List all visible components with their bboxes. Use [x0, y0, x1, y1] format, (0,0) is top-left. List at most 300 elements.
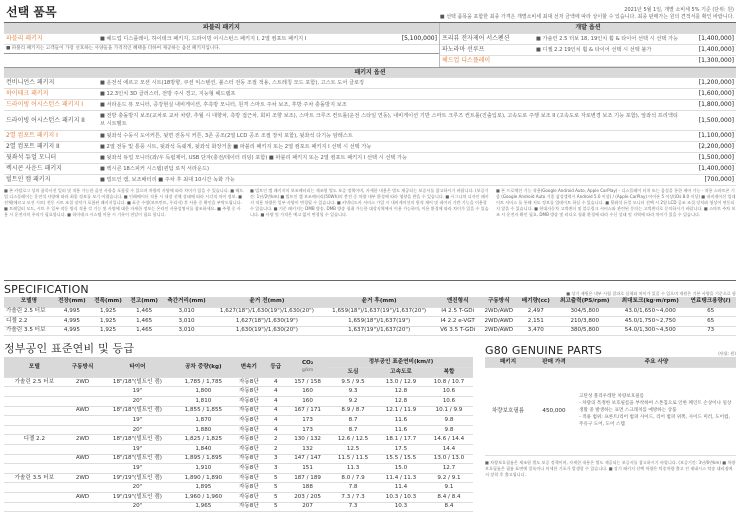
option-price: [1,600,000]	[698, 90, 734, 98]
fe-cell: 2	[265, 435, 286, 445]
fe-cell	[4, 406, 65, 416]
gen-header-row	[485, 357, 736, 367]
package-row	[4, 34, 439, 45]
option-price: [1,200,000]	[698, 79, 734, 87]
fe-cell: 207	[286, 502, 329, 512]
dev-option-name: 프리뷰 전자제어 서스펜션	[441, 35, 510, 43]
spec-cell: 3,010	[162, 326, 211, 336]
dev-option-list	[440, 34, 736, 67]
fe-cell: 1,910	[174, 464, 232, 474]
spec-cell: 43.0/1,650~4,000	[615, 307, 685, 317]
fe-cell: 10.8 / 10.7	[425, 377, 473, 387]
fe-row	[4, 492, 473, 502]
spec-cell: 1,465	[126, 317, 162, 327]
fe-cell: 15.5 / 15.5	[377, 454, 425, 464]
fe-cell	[4, 444, 65, 454]
fe-cell: 12.1 / 11.9	[377, 406, 425, 416]
fe-cell: 3	[265, 454, 286, 464]
fe-row	[4, 483, 473, 493]
option-desc: ■ 뒷좌석 수동식 도어커튼, 뒷면 전동식 커튼, 3존 공조(2열 LCD 공조 조절 장치 포함), 뒷좌석 다기능 암레스트	[100, 132, 353, 139]
spec-col-header: 엔진형식	[435, 297, 480, 307]
option-name: 뒷좌석 듀얼 모니터	[6, 154, 57, 162]
fe-cell: 14.4	[425, 444, 473, 454]
fe-cell: 19"	[100, 387, 174, 397]
fe-col-drive: 구동방식	[65, 357, 101, 377]
fe-cell: 187 / 189	[286, 473, 329, 483]
spec-col-header: 윤거 후(mm)	[323, 297, 435, 307]
fe-cell: 4	[265, 406, 286, 416]
fe-cell: 7.3 / 7.3	[329, 492, 377, 502]
spec-cell: 2,151	[517, 317, 554, 327]
fe-cell: 2WD	[65, 377, 101, 387]
fe-row	[4, 406, 473, 416]
gen-col-package: 패키지	[485, 357, 531, 367]
spec-col-header: 모델명	[4, 297, 54, 307]
fe-cell: 12.7	[425, 464, 473, 474]
fe-cell: 15.0	[377, 464, 425, 474]
fe-cell	[65, 396, 101, 406]
fe-cell: 2WD	[65, 473, 101, 483]
fe-row	[4, 425, 473, 435]
option-price: [1,500,000]	[698, 116, 734, 124]
fe-cell: 10.6	[425, 396, 473, 406]
fe-cell: 20"	[100, 396, 174, 406]
fe-col-city: 도심	[329, 367, 377, 377]
fe-cell: 1,870	[174, 416, 232, 426]
fe-cell: 19"	[100, 464, 174, 474]
fe-cell: 18"/18"(빌트인 캠)	[100, 435, 174, 445]
spec-cell: 가솔린 2.5 터보	[4, 307, 54, 317]
fe-cell: 132	[286, 444, 329, 454]
option-name: 컨비니언스 패키지	[6, 79, 55, 87]
option-desc: ■ 빌트인 캠, 보조배터리 ■ 주차 후 최대 10시간 녹화 가능	[100, 176, 235, 183]
fe-cell: 1,800	[174, 387, 232, 397]
package-option-row	[4, 131, 736, 142]
dev-option-price: [1,300,000]	[698, 57, 734, 65]
gen-col-price: 판매 가격	[531, 357, 577, 367]
spec-col-header: 구동방식	[480, 297, 517, 307]
spec-cell: 73	[685, 326, 736, 336]
fe-col-combined: 복합	[425, 367, 473, 377]
spec-cell: 3,010	[162, 307, 211, 317]
fe-cell: AWD	[65, 492, 101, 502]
fe-cell: 4	[265, 416, 286, 426]
fe-cell: 17.5	[377, 444, 425, 454]
fe-row	[4, 435, 473, 445]
fe-cell: 20"	[100, 425, 174, 435]
fe-cell	[65, 416, 101, 426]
spec-table	[4, 297, 736, 336]
fe-col-tire: 타이어	[100, 357, 174, 377]
header-note	[440, 7, 734, 21]
fe-cell: 151	[286, 464, 329, 474]
package-option-row	[4, 111, 736, 131]
spec-cell: 1,637(19")/1,637(20")	[323, 326, 435, 336]
fe-cell: 13.0 / 12.9	[377, 377, 425, 387]
dev-option-price: [1,400,000]	[698, 35, 734, 43]
fe-cell: 자동8단	[232, 406, 265, 416]
fe-cell: 173	[286, 425, 329, 435]
fe-cell: 7.3	[329, 502, 377, 512]
fe-cell: 가솔린 3.5 터보	[4, 473, 65, 483]
fe-cell: 18"/18"(빌트인 캠)	[100, 377, 174, 387]
fe-cell: AWD	[65, 454, 101, 464]
fe-cell: 2	[265, 444, 286, 454]
footnotes	[4, 186, 736, 281]
fe-cell: 167 / 171	[286, 406, 329, 416]
spec-col-header: 최대토크(kg·m/rpm)	[615, 297, 685, 307]
spec-cell: 2,497	[517, 307, 554, 317]
dev-option-section	[440, 23, 736, 67]
fe-row	[4, 464, 473, 474]
spec-note: ■ 상기 제원은 내부 시험 결과로 실제와 차이가 있을 수 있으며 제원은 기본 사양을 기준으로 함	[566, 291, 736, 297]
fe-cell: 160	[286, 387, 329, 397]
option-price: [1,100,000]	[698, 132, 734, 140]
fe-header-row	[4, 357, 473, 367]
spec-header-row	[4, 297, 736, 307]
gen-col-spec: 주요 사양	[577, 357, 736, 367]
spec-cell: 가솔린 3.5 터보	[4, 326, 54, 336]
spec-cell: 380/5,800	[554, 326, 615, 336]
spec-row	[4, 326, 736, 336]
spec-cell: 304/5,800	[554, 307, 615, 317]
fe-cell: 1,890 / 1,890	[174, 473, 232, 483]
fe-cell: 5	[265, 483, 286, 493]
spec-cell: 3,010	[162, 317, 211, 327]
fe-row	[4, 416, 473, 426]
fe-cell: 18"/18"(빌트인 캠)	[100, 406, 174, 416]
package-option-row	[4, 89, 736, 100]
fe-cell	[4, 387, 65, 397]
spec-cell: 1,465	[126, 326, 162, 336]
option-name: 2열 컴포트 패키지 II	[6, 143, 60, 151]
page-title: 선택 품목	[6, 5, 57, 19]
spec-cell: 4,995	[54, 307, 90, 317]
fe-cell: 11.4 / 11.3	[377, 473, 425, 483]
spec-cell: 65	[685, 317, 736, 327]
fe-cell: 19"	[100, 416, 174, 426]
fe-cell: 자동8단	[232, 377, 265, 387]
fe-cell: 8.9 / 8.7	[329, 406, 377, 416]
fe-cell: 자동8단	[232, 492, 265, 502]
spec-cell: 1,659(18")/1,637(19")	[323, 317, 435, 327]
gen-name: 차량보호필름	[485, 367, 531, 455]
option-name: 드라이빙 어시스턴스 패키지 II	[6, 116, 85, 124]
spec-row	[4, 317, 736, 327]
fe-row	[4, 473, 473, 483]
spec-col-header: 연료탱크용량(ℓ)	[685, 297, 736, 307]
spec-cell: 디젤 2.2	[4, 317, 54, 327]
fe-cell: 188	[286, 483, 329, 493]
spec-cell: 1,627(18")/1,630(19")/1,630(20")	[211, 307, 323, 317]
fuel-economy-title: 정부공인 표준연비 및 등급	[4, 342, 135, 356]
fe-cell: 자동8단	[232, 454, 265, 464]
fe-cell: 자동8단	[232, 444, 265, 454]
spec-col-header: 전장(mm)	[54, 297, 90, 307]
gen-unit: (단위: 원)	[718, 351, 736, 357]
option-name: 하이테크 패키지	[6, 90, 49, 98]
option-name: 빌트인 캠 패키지	[6, 176, 51, 184]
dev-option-price: [1,400,000]	[698, 46, 734, 54]
spec-cell: 1,925	[90, 317, 126, 327]
fe-cell: 자동8단	[232, 425, 265, 435]
fe-cell: 10.1 / 9.9	[425, 406, 473, 416]
fe-col-efficiency: 정부공인 표준연비(km/ℓ)	[329, 357, 473, 367]
option-name: 드라이빙 어시스턴스 패키지 I	[6, 101, 84, 109]
fe-cell: 5	[265, 473, 286, 483]
spec-cell: 2WD/AWD	[480, 307, 517, 317]
fe-col-transmission: 변속기	[232, 357, 265, 377]
fe-cell: 4	[265, 377, 286, 387]
fe-cell: 1,825 / 1,825	[174, 435, 232, 445]
fe-cell: 3	[265, 464, 286, 474]
fe-cell: 173	[286, 416, 329, 426]
fe-cell	[65, 483, 101, 493]
co2-unit: g/km	[302, 368, 314, 374]
option-price: [2,200,000]	[698, 143, 734, 151]
fe-cell	[65, 464, 101, 474]
fe-cell: 8.0 / 7.9	[329, 473, 377, 483]
spec-cell: 3,470	[517, 326, 554, 336]
footnote-column: ■ 폰 프로젝션 기능 적용(Google Android Auto, Apple CarPlay) - 디스플레이 터치 또는 음성을 통한 제어 가능 - 적용 스마트폰 기종 (Google Android Auto 기종 삼성갤럭시 Android 5.0 이상) / (Apple CarPlay) 아이폰 5 이상(iOs 8.0 이상) ■ 내비게이션 업데이트 서비스 를 통해 지도 정보를 업데이트 하실 수 있습니다. ■ 뒷좌석 듀얼 모니터 선택 시 2열 LCD 공조 조절 장치와 영상이 연동되지 않을 수 있습니다. ■ 현대자동차 고객센터 및 블루링크 서비스와 관련된 문의는 고객센터로 문의하시기 바랍니다. ■ 스마트 주차 보조 시 운전자 확인 필요, DMB 방송 및 라디오 청취 환경에 따라 수신 상태 및 지역에 따라 차이가 있을 수 있습니다.	[496, 188, 736, 217]
gen-spec: 고탄성 폴리우레탄 차량보호필름 - 차량의 특정한 보호필름을 부착하여 스톤칩으로 인한 페인트 손상이나 일상 생활 중 발생하는 표면 스크래치를 예방하는 상품 - 적용 범위: 프론트/리어 범퍼 사이드, 리어 범퍼 위쪽, 사이드 미러, 도어컵, 주유구 도어, 도어 스텝	[577, 367, 736, 455]
option-desc: ■ 렉시콘 18스피커 시스템(퀀텀 로직 서라운드)	[100, 165, 209, 172]
fuel-economy-section	[4, 338, 473, 512]
option-desc: ■ 2열 전동 및 통풍 시트, 뒷좌석 독쉐게, 뒷좌석 화장거울 ■ 파블리 패키지 또는 2열 컴포트 패키지 I 선택 시 선택 가능	[100, 143, 372, 150]
fe-cell: 147 / 147	[286, 454, 329, 464]
fe-cell: 9.1	[425, 483, 473, 493]
spec-cell: 1,630(19")/1,630(20")	[211, 326, 323, 336]
package-option-row	[4, 175, 736, 186]
gen-title: G80 GENUINE PARTS	[485, 343, 603, 357]
option-grid	[4, 23, 736, 67]
option-desc: ■ 운전석 에르고 모션 시트(18방향, 쿠션 익스텐션, 볼스터 전동 조절 적용, 스트레칭 모드 포함), 고스트 도어 클로징	[100, 79, 365, 86]
fe-cell: 8.7	[329, 425, 377, 435]
fe-cell: 7.8	[329, 483, 377, 493]
fe-cell	[4, 464, 65, 474]
option-desc: ■ 12.3인치 3D 클러스터, 전방 주시 경고, 지능형 헤드램프	[100, 90, 236, 97]
fe-cell: 1,960 / 1,960	[174, 492, 232, 502]
package-option-row	[4, 78, 736, 89]
package-option-row	[4, 142, 736, 153]
fe-cell: 9.8	[425, 416, 473, 426]
fe-cell: 18"/18"(빌트인 캠)	[100, 454, 174, 464]
gen-title-bar	[485, 342, 736, 357]
spec-cell: 45.0/1,750~2,750	[615, 317, 685, 327]
fe-cell: 1,895	[174, 483, 232, 493]
spec-title: SPECIFICATION	[4, 283, 89, 297]
fe-cell: 11.4	[377, 483, 425, 493]
fe-cell: 12.8	[377, 396, 425, 406]
fe-cell: 20"	[100, 502, 174, 512]
package-price: [5,100,000]	[401, 35, 437, 43]
gen-table	[485, 357, 736, 456]
gen-price: 450,000	[531, 367, 577, 455]
fe-cell: 1,855 / 1,855	[174, 406, 232, 416]
spec-col-header: 전고(mm)	[126, 297, 162, 307]
spec-cell: 1,925	[90, 307, 126, 317]
spec-cell: 1,627(18")/1,630(19")	[211, 317, 323, 327]
package-option-row	[4, 100, 736, 111]
dev-option-desc: ■ 가솔린 2.5 터보 18, 19인치 휠 & 타이어 선택 시 선택 가능	[535, 35, 678, 42]
fe-body	[4, 377, 473, 511]
fe-cell: 자동8단	[232, 464, 265, 474]
fe-cell: 2WD	[65, 435, 101, 445]
dev-option-name: 파노라마 선루프	[441, 46, 485, 54]
header	[4, 3, 736, 23]
fe-cell: 160	[286, 396, 329, 406]
fe-cell	[65, 502, 101, 512]
fe-col-co2	[286, 357, 329, 377]
fe-cell: 13.0 / 13.0	[425, 454, 473, 464]
fe-row	[4, 454, 473, 464]
option-price: [1,400,000]	[698, 165, 734, 173]
dev-option-desc: ■ 디젤 2.2 19인치 휠 & 타이어 선택 시 선택 불가	[535, 46, 652, 53]
package-note-row	[4, 45, 439, 54]
fe-cell: 157 / 158	[286, 377, 329, 387]
spec-cell: 4,995	[54, 326, 90, 336]
fe-cell	[4, 454, 65, 464]
fe-cell: 19"/19"(빌트인 캠)	[100, 492, 174, 502]
fe-cell: 자동8단	[232, 396, 265, 406]
spec-cell: 65	[685, 307, 736, 317]
fe-cell	[65, 387, 101, 397]
options-header: 패키지 옵션	[4, 67, 736, 78]
spec-cell: 1,925	[90, 326, 126, 336]
fe-cell: 1,895 / 1,895	[174, 454, 232, 464]
fe-cell	[4, 492, 65, 502]
fe-row	[4, 396, 473, 406]
spec-col-header: 축간거리(mm)	[162, 297, 211, 307]
fe-cell	[4, 502, 65, 512]
fe-cell	[65, 444, 101, 454]
dev-option-row	[440, 56, 736, 67]
spec-row	[4, 307, 736, 317]
fe-cell: AWD	[65, 406, 101, 416]
fe-cell: 자동8단	[232, 435, 265, 445]
fe-col-weight: 공차 중량(kg)	[174, 357, 232, 377]
spec-cell: 54.0/1,300~4,500	[615, 326, 685, 336]
dev-option-row	[440, 45, 736, 56]
package-note: ■ 파블리 패키지는 고객들이 가장 선호하는 사양들을 가격적인 혜택을 더하여 제공하는 옵션 패키지입니다.	[6, 46, 221, 52]
spec-cell: 1,465	[126, 307, 162, 317]
spec-body	[4, 307, 736, 336]
fe-cell: 자동8단	[232, 387, 265, 397]
fe-cell: 9.2 / 9.1	[425, 473, 473, 483]
fe-cell: 4	[265, 396, 286, 406]
fe-col-highway: 고속도로	[377, 367, 425, 377]
spec-title-bar	[4, 281, 736, 297]
fe-cell: 5	[265, 492, 286, 502]
fe-cell: 1,785 / 1,785	[174, 377, 232, 387]
fe-cell: 203 / 205	[286, 492, 329, 502]
genuine-parts-section	[485, 338, 736, 512]
fe-cell: 4	[265, 387, 286, 397]
fe-cell	[4, 483, 65, 493]
option-desc: ■ 서라운드 뷰 모니터, 증강현실 내비게이션, 후측방 모니터, 원격 스마트 주차 보조, 후방 주차 충돌방지 보조	[100, 101, 347, 108]
fe-cell: 18.1 / 17.7	[377, 435, 425, 445]
fe-cell	[4, 396, 65, 406]
fe-cell: 19"	[100, 444, 174, 454]
fe-cell	[4, 416, 65, 426]
fe-cell: 11.6	[377, 425, 425, 435]
spec-cell: V6 3.5 T-GDi	[435, 326, 480, 336]
fe-cell: 10.3	[377, 502, 425, 512]
fe-cell: 자동8단	[232, 502, 265, 512]
option-price: [1,500,000]	[698, 154, 734, 162]
fe-cell: 4	[265, 425, 286, 435]
option-price: [1,800,000]	[698, 101, 734, 109]
fe-cell: 1,810	[174, 396, 232, 406]
fe-cell: 1,840	[174, 444, 232, 454]
fe-col-model: 모델	[4, 357, 65, 377]
fe-cell: 20"	[100, 483, 174, 493]
option-desc: ■ 전방 충돌방지 보조(교차로 교차 차량, 추월 시 대향차, 측방 접근차, 회피 조향 보조), 스마트 크루즈 컨트롤(운전 스타일 연동), 내비게이션 기반 스마트 크루즈 컨트롤(진출입로), 고속도로 주행 보조 II (고속도로 자로변경 보조 기능 포함), 앞좌석 프리액티브 시트벨트	[100, 112, 678, 127]
fe-row	[4, 502, 473, 512]
fe-cell: 자동8단	[232, 483, 265, 493]
package-desc: ■ 헤드업 디스플레이, 하이테크 패키지, 드라이빙 어시스턴스 패키지 I, 2열 컴포트 패키지 I	[100, 35, 307, 42]
package-name: 파블리 패키지	[6, 35, 43, 43]
dev-option-name: 헤드업 디스플레이	[441, 57, 491, 65]
package-header: 파블리 패키지	[4, 23, 439, 34]
spec-cell: 2WD/AWD	[480, 317, 517, 327]
fe-cell	[65, 425, 101, 435]
fe-cell	[4, 425, 65, 435]
co2-label: CO₂	[301, 360, 314, 367]
spec-col-header: 최고출력(PS/rpm)	[554, 297, 615, 307]
fe-cell: 11.5 / 11.5	[329, 454, 377, 464]
fe-cell: 10.6	[425, 387, 473, 397]
package-section	[4, 23, 440, 67]
spec-cell: I4 2.2 e-VGT	[435, 317, 480, 327]
bottom-section	[4, 338, 736, 512]
option-desc: ■ 뒷좌석 듀얼 모니터(좌/우 독립제어, USB 단자(충전/데이터 리딩) 포함) ■ 파블리 패키지 또는 2열 컴포트 패키지 I 선택 시 선택 가능	[100, 154, 408, 161]
package-option-row	[4, 153, 736, 164]
option-name: 렉시콘 사운드 패키지	[6, 165, 62, 173]
gen-row	[485, 367, 736, 455]
fe-cell: 가솔린 2.5 터보	[4, 377, 65, 387]
fe-cell: 8.4 / 8.4	[425, 492, 473, 502]
dev-header: 개발 옵션	[440, 23, 736, 34]
fe-cell: 19"/19"(빌트인 캠)	[100, 473, 174, 483]
fe-row	[4, 387, 473, 397]
package-option-row	[4, 164, 736, 175]
fe-cell: 9.8	[425, 425, 473, 435]
fe-col-grade: 등급	[265, 357, 286, 377]
footnote-column: ■ 빌트인 캠 패키지의 보조배터리는 제조원 별도 보증 정책이며, 자세한 내용은 별도 제공되는 보증서를 참고하시기 바랍니다. (보증기간: 1년/2만km) ■ 빌트인 캠 보조배터리(50Wh)의 충전 중 차량 내부 환경에 따라 영향을 받을 수 있습니다. ■ 시그니처 디자인 패키지 적용 차량은 일부 사양이 변경될 수 있습니다. ■ 커넥티드카 서비스 가입 시 내비게이션의 원격 제어 및 데이터 기반 기능을 이용할 수 있습니다. ■ 기준 패키지는 DMB 방송, DMB 방송 청취 가능한 대상지역에서 이용 가능하며, 이용 환경에 따라 차이가 있을 수 있습니다. ■ 사양 및 가격은 예고 없이 변경될 수 있습니다.	[250, 188, 489, 217]
fe-cell: 12.6 / 12.5	[329, 435, 377, 445]
package-option-list	[4, 78, 736, 186]
fe-cell: 11.6	[377, 416, 425, 426]
fe-cell: 9.2	[329, 396, 377, 406]
fe-cell: 디젤 2.2	[4, 435, 65, 445]
option-name: 2열 컴포트 패키지 I	[6, 132, 58, 140]
fe-cell: 1,880	[174, 425, 232, 435]
gen-notes: ■ 차량보호필름은 제조원 별도 보증 정책이며, 자세한 내용은 별도 제공되는 보증서를 참고하시기 바랍니다. (보증기간: 3년/6만km) ■ 차량보호필름은 필름 표면에 얼룩이나 미세한 기포가 발생할 수 있습니다. ■ 상기 패키지 선택 차량은 탁송차량 출고 전 제네시스 탁송 대리점에서 장착 후 출고됩니다.	[485, 459, 736, 477]
fe-row	[4, 444, 473, 454]
fe-cell: 자동8단	[232, 416, 265, 426]
price-disclaimer: ■ 선택 품목을 포함한 최종 가격은 개별소비세 최대 선처 금액에 따라 상이할 수 있습니다. 최종 판매가는 원의 견적서를 확인 바랍니다.	[439, 14, 734, 20]
spec-cell: 210/3,800	[554, 317, 615, 327]
fe-cell: 자동8단	[232, 473, 265, 483]
spec-cell: 1,659(18")/1,637(19")/1,637(20")	[323, 307, 435, 317]
fe-cell: 11.3	[329, 464, 377, 474]
price-basis-note: 2021년 5월 1일, 개별 소비세 5% 기준 (단위: 원)	[624, 7, 734, 13]
spec-cell: 4,995	[54, 317, 90, 327]
fe-cell: 8.7	[329, 416, 377, 426]
fe-cell: 1,965	[174, 502, 232, 512]
fe-cell: 130 / 132	[286, 435, 329, 445]
